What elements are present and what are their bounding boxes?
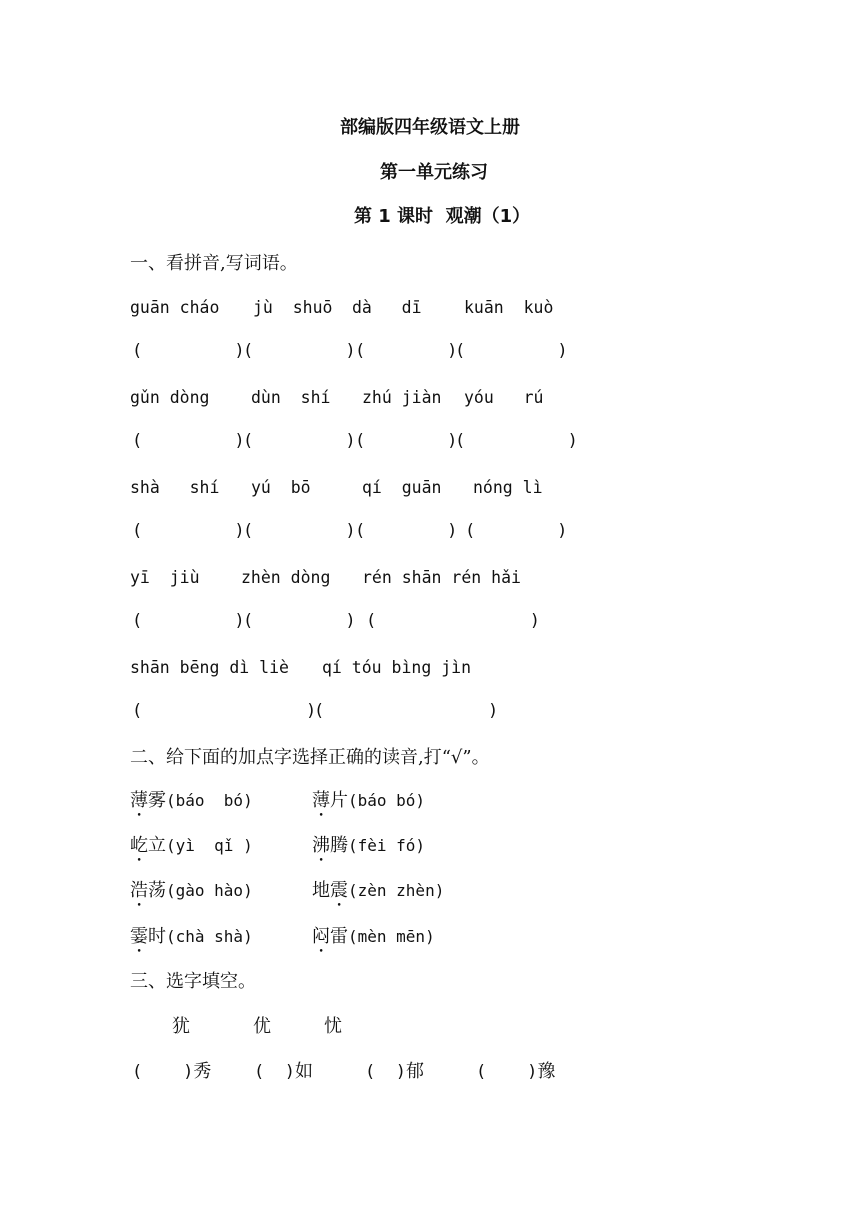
reading-item: 薄雾(báo bó) [130, 790, 253, 811]
pinyin: yī jiù [130, 568, 200, 587]
answer-blank[interactable]: ( ) [355, 341, 458, 361]
section-3-heading: 三、选字填空。 [130, 971, 256, 992]
choice-char: 犹 [172, 1016, 190, 1037]
answer-blank[interactable]: ( ) [132, 341, 245, 361]
pinyin: qí guān [362, 478, 442, 497]
answer-blank[interactable]: ( ) [132, 701, 317, 721]
answer-blank[interactable]: ( ) [243, 611, 356, 631]
section-2-heading: 二、给下面的加点字选择正确的读音,打“√”。 [130, 747, 490, 768]
reading-options[interactable]: (báo bó) [166, 791, 253, 810]
answer-blank[interactable]: ( ) [455, 431, 578, 451]
pinyin: dùn shí [251, 388, 331, 407]
fill-blank[interactable]: ( )秀 [132, 1061, 212, 1082]
pinyin: zhèn dòng [241, 568, 331, 587]
reading-item: 沸腾(fèi fó) [312, 835, 426, 856]
reading-item: 浩荡(gào hào) [130, 880, 253, 901]
reading-options[interactable]: (fèi fó) [348, 836, 426, 855]
answer-blank[interactable]: ( ) [132, 611, 245, 631]
answer-blank[interactable]: ( ) [132, 431, 245, 451]
pinyin: rén shān rén hǎi [362, 568, 521, 587]
reading-options[interactable]: (zèn zhèn) [348, 881, 445, 900]
pinyin: shà shí [130, 478, 220, 497]
reading-options[interactable]: (báo bó) [348, 791, 426, 810]
reading-item: 薄片(báo bó) [312, 790, 426, 811]
unit-title: 第一单元练习 [380, 162, 488, 183]
pinyin: shān bēng dì liè [130, 658, 289, 677]
choice-char: 优 [253, 1016, 271, 1037]
pinyin: jù shuō [253, 298, 333, 317]
pinyin: qí tóu bìng jìn [322, 658, 472, 677]
reading-options[interactable]: (chà shà) [166, 927, 253, 946]
reading-item: 霎时(chà shà) [130, 926, 253, 947]
choice-char: 忧 [324, 1016, 342, 1037]
doc-title: 部编版四年级语文上册 [340, 117, 520, 138]
answer-blank[interactable]: ( ) [366, 611, 540, 631]
reading-item: 闷雷(mèn mēn) [312, 926, 435, 947]
reading-item: 屹立(yì qǐ ) [130, 835, 253, 856]
fill-blank[interactable]: ( )豫 [476, 1061, 556, 1082]
pinyin: gǔn dòng [130, 388, 210, 407]
answer-blank[interactable]: ( ) [355, 521, 458, 541]
answer-blank[interactable]: ( ) [314, 701, 499, 721]
answer-blank[interactable]: ( ) [465, 521, 568, 541]
answer-blank[interactable]: ( ) [243, 341, 356, 361]
lesson-title: 第 1 课时 观潮（1） [354, 206, 531, 227]
section-1-heading: 一、看拼音,写词语。 [130, 253, 298, 274]
reading-options[interactable]: (gào hào) [166, 881, 253, 900]
pinyin: zhú jiàn [362, 388, 442, 407]
fill-blank[interactable]: ( )如 [254, 1061, 313, 1082]
answer-blank[interactable]: ( ) [243, 521, 356, 541]
answer-blank[interactable]: ( ) [455, 341, 568, 361]
reading-item: 地震(zèn zhèn) [312, 880, 445, 901]
pinyin: yú bō [251, 478, 311, 497]
pinyin: guān cháo [130, 298, 220, 317]
pinyin: dà dī [352, 298, 422, 317]
pinyin: nóng lì [473, 478, 543, 497]
answer-blank[interactable]: ( ) [132, 521, 245, 541]
pinyin: kuān kuò [464, 298, 554, 317]
pinyin: yóu rú [464, 388, 544, 407]
reading-options[interactable]: (mèn mēn) [348, 927, 435, 946]
answer-blank[interactable]: ( ) [355, 431, 458, 451]
fill-blank[interactable]: ( )郁 [365, 1061, 424, 1082]
reading-options[interactable]: (yì qǐ ) [166, 836, 253, 855]
answer-blank[interactable]: ( ) [243, 431, 356, 451]
